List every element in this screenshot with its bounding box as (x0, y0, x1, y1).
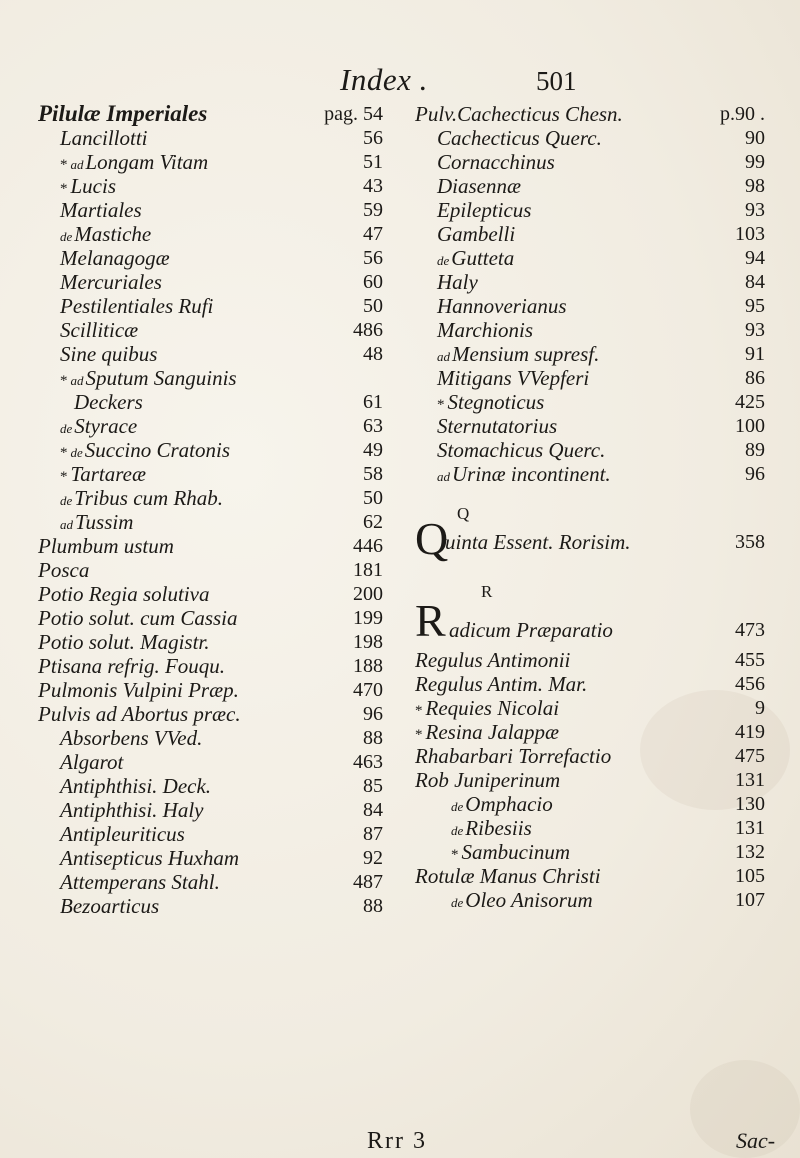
entry-page: 56 (363, 247, 383, 269)
index-entry (38, 822, 383, 846)
entry-label: Sine quibus (60, 342, 158, 366)
entry-label: Hannoverianus (437, 294, 567, 318)
entry-page: 49 (363, 439, 383, 461)
entry-label: Antipleuriticus (60, 822, 185, 846)
entry-prefix: de (60, 421, 73, 436)
entry-label: Pestilentiales Rufi (60, 294, 214, 318)
entry-page: 470 (353, 679, 383, 701)
entry-text (60, 150, 208, 177)
entry-label: Pulv.Cachecticus Chesn. (415, 102, 623, 126)
index-entry (38, 486, 383, 510)
catchword: Sac- (736, 1128, 776, 1153)
entry-text (60, 726, 202, 750)
entry-page: 181 (353, 559, 383, 581)
index-entry (415, 768, 765, 792)
index-entry (415, 888, 765, 912)
index-entry (38, 390, 383, 414)
index-entry (38, 270, 383, 294)
entry-label: Antiphthisi. Deck. (60, 774, 212, 798)
entry-text (451, 816, 532, 843)
entry-text (415, 744, 611, 768)
entry-text (437, 318, 533, 342)
entry-page: 198 (353, 631, 383, 653)
entry-page: 84 (363, 799, 383, 821)
entry-page: 188 (353, 655, 383, 677)
index-entry (449, 618, 765, 642)
entry-page: 199 (353, 607, 383, 629)
index-entry (415, 270, 765, 294)
index-entry (415, 246, 765, 270)
entry-prefix: ad (70, 157, 84, 172)
index-entry (415, 318, 765, 342)
entry-label: Sambucinum (461, 840, 570, 864)
index-entry (38, 630, 383, 654)
entry-label: Potio solut. cum Cassia (38, 606, 238, 630)
entry-text (60, 270, 162, 294)
entry-label: Ribesiis (465, 816, 532, 840)
entry-label: Marchionis (437, 318, 534, 342)
entry-page: 90 (745, 127, 765, 149)
index-entry (415, 648, 765, 672)
entry-page: 93 (745, 319, 765, 341)
entry-text (437, 366, 589, 390)
entry-text (437, 270, 478, 294)
entry-text (60, 798, 204, 822)
index-entry (38, 726, 383, 750)
entry-prefix: de (70, 445, 83, 460)
entry-text (451, 792, 553, 819)
index-entry (38, 366, 383, 390)
entry-page: 446 (353, 535, 383, 557)
letter-r-section (415, 578, 765, 648)
letter-heading-q: Q (457, 504, 470, 523)
entry-text (60, 222, 151, 249)
entry-text (60, 822, 185, 846)
right-column (415, 102, 765, 912)
entry-text (38, 702, 241, 726)
entry-page: 59 (363, 199, 383, 221)
entry-label: Lancillotti (60, 126, 148, 150)
entry-label: Succino Cratonis (84, 438, 231, 462)
index-entry (38, 342, 383, 366)
entry-label: Stomachicus Querc. (437, 438, 606, 462)
index-entry (38, 534, 383, 558)
entry-page: 88 (363, 727, 383, 749)
index-entry (38, 582, 383, 606)
entry-label: Scilliticæ (60, 318, 139, 342)
entry-text (437, 174, 521, 198)
index-entry (38, 750, 383, 774)
entry-page: 47 (363, 223, 383, 245)
index-entry (415, 414, 765, 438)
entry-label: Tussim (75, 510, 134, 534)
entry-text (60, 174, 116, 201)
entry-label: Absorbens VVed. (60, 726, 203, 750)
entry-page: 50 (363, 295, 383, 317)
index-entry (415, 438, 765, 462)
entry-page: 93 (745, 199, 765, 221)
entry-text (415, 768, 560, 792)
entry-page: 487 (353, 871, 383, 893)
entry-page: 63 (363, 415, 383, 437)
asterisk-mark: * (415, 703, 423, 719)
entry-text (415, 696, 559, 723)
entry-label: Rob Juniperinum (415, 768, 561, 792)
entry-label: Regulus Antim. Mar. (415, 672, 588, 696)
entry-page: 419 (735, 721, 765, 743)
entry-text (451, 888, 593, 915)
entry-page: 131 (735, 817, 765, 839)
entry-page: 107 (735, 889, 765, 911)
entry-text: adicum Præparatio (449, 618, 613, 642)
entry-label: Pulmonis Vulpini Præp. (38, 678, 239, 702)
index-entry (38, 510, 383, 534)
entry-text (38, 534, 174, 558)
index-entry (415, 150, 765, 174)
entry-page: p.90 . (720, 103, 765, 125)
entry-text (60, 870, 220, 894)
entry-page: 96 (363, 703, 383, 725)
entry-page: 456 (735, 673, 765, 695)
index-entry (38, 558, 383, 582)
entry-label: Sputum Sanguinis (85, 366, 237, 390)
entry-prefix: de (60, 493, 73, 508)
entry-page: 463 (353, 751, 383, 773)
index-entry (38, 102, 383, 126)
entry-prefix: ad (60, 517, 73, 532)
entry-label: Stegnoticus (447, 390, 545, 414)
entry-text (60, 126, 148, 150)
asterisk-mark: * (60, 181, 68, 197)
entry-page: 48 (363, 343, 383, 365)
letter-heading-r: R (481, 582, 493, 601)
entry-page: 105 (735, 865, 765, 887)
index-entry (415, 672, 765, 696)
index-entry (415, 294, 765, 318)
entry-label: Rhabarbari Torrefactio (415, 744, 612, 768)
entry-label: Martiales (60, 198, 142, 222)
entry-page: 358 (735, 531, 765, 553)
entry-label: Sternutatorius (437, 414, 558, 438)
right-column-r-entries (415, 648, 765, 912)
entry-label: Gutteta (451, 246, 515, 270)
entry-text (60, 510, 133, 537)
entry-text (415, 864, 601, 888)
entry-text (60, 366, 237, 393)
entry-text (38, 630, 210, 654)
entry-text (60, 318, 138, 342)
index-entry (415, 696, 765, 720)
entry-page: 99 (745, 151, 765, 173)
index-entry (415, 366, 765, 390)
entry-label: Pulvis ad Abortus præc. (38, 702, 241, 726)
entry-label: Mitigans VVepferi (437, 366, 590, 390)
entry-label: Tartareæ (70, 462, 146, 486)
index-entry (38, 198, 383, 222)
page-title: Index . (340, 62, 428, 97)
letter-q-section (415, 504, 765, 570)
entry-text (437, 462, 611, 489)
entry-page: pag. 54 (324, 103, 383, 125)
entry-prefix: de (451, 799, 464, 814)
index-entry (38, 798, 383, 822)
index-entry (38, 414, 383, 438)
entry-page: 200 (353, 583, 383, 605)
entry-text: uinta Essent. Rorisim. (445, 530, 631, 554)
entry-text (60, 246, 170, 270)
index-entry (38, 846, 383, 870)
entry-label: Attemperans Stahl. (60, 870, 220, 894)
entry-text (60, 438, 230, 465)
entry-label: Mastiche (74, 222, 152, 246)
index-entry (38, 246, 383, 270)
entry-text (415, 648, 570, 672)
entry-text (60, 294, 213, 318)
entry-text (60, 486, 223, 513)
entry-page: 475 (735, 745, 765, 767)
index-entry (38, 774, 383, 798)
running-header (0, 62, 800, 102)
asterisk-mark: * (60, 469, 68, 485)
entry-text (60, 894, 159, 918)
initial-r: R (415, 595, 446, 646)
entry-text (437, 150, 555, 174)
entry-label: Deckers (74, 390, 143, 414)
right-column-p-entries (415, 102, 765, 486)
entry-label: Haly (437, 270, 478, 294)
index-entry (415, 222, 765, 246)
index-entry (415, 864, 765, 888)
entry-label: Omphacio (465, 792, 553, 816)
entry-page: 87 (363, 823, 383, 845)
entry-text (60, 774, 211, 798)
index-entry (445, 530, 765, 554)
entry-page: 473 (735, 619, 765, 641)
entry-page: 92 (363, 847, 383, 869)
index-entry (415, 720, 765, 744)
entry-page: 62 (363, 511, 383, 533)
entry-text (60, 414, 137, 441)
entry-label: Mensium supresf. (452, 342, 600, 366)
entry-text (74, 390, 143, 414)
entry-text (437, 198, 531, 222)
entry-page: 130 (735, 793, 765, 815)
entry-page: 88 (363, 895, 383, 917)
entry-page: 95 (745, 295, 765, 317)
index-entry (38, 894, 383, 918)
index-entry (415, 816, 765, 840)
entry-text (38, 102, 207, 126)
index-entry (38, 174, 383, 198)
entry-label: Antiphthisi. Haly (60, 798, 204, 822)
entry-label: Requies Nicolai (425, 696, 560, 720)
entry-text (437, 414, 557, 438)
entry-text (451, 840, 570, 867)
entry-label: Antisepticus Huxham (60, 846, 240, 870)
entry-text (60, 846, 239, 870)
page-footer (0, 1128, 800, 1158)
entry-page: 91 (745, 343, 765, 365)
entry-text (437, 342, 599, 369)
index-entry (38, 606, 383, 630)
entry-prefix: ad (437, 469, 450, 484)
index-entry (415, 744, 765, 768)
signature-mark: Rrr 3 (367, 1128, 427, 1154)
entry-prefix: ad (437, 349, 450, 364)
entry-page: 61 (363, 391, 383, 413)
entry-page: 132 (735, 841, 765, 863)
asterisk-mark: * (415, 727, 423, 743)
asterisk-mark: * (437, 397, 445, 413)
entry-page: 86 (745, 367, 765, 389)
entry-page: 96 (745, 463, 765, 485)
entry-text (437, 294, 567, 318)
entry-prefix: de (451, 823, 464, 838)
index-entry (38, 294, 383, 318)
entry-page: 43 (363, 175, 383, 197)
index-entry (415, 102, 765, 126)
entry-text (415, 102, 623, 126)
asterisk-mark: * (451, 847, 459, 863)
entry-page: 89 (745, 439, 765, 461)
entry-page: 131 (735, 769, 765, 791)
entry-page: 100 (735, 415, 765, 437)
left-column (38, 102, 383, 918)
entry-page: 103 (735, 223, 765, 245)
entry-page: 94 (745, 247, 765, 269)
entry-label: Regulus Antimonii (415, 648, 571, 672)
entry-text (60, 198, 142, 222)
entry-label: Rotulæ Manus Christi (415, 864, 601, 888)
index-entry (38, 150, 383, 174)
entry-text (60, 750, 123, 774)
entry-text (437, 222, 515, 246)
entry-page: 60 (363, 271, 383, 293)
index-entry (38, 702, 383, 726)
entry-label: Cornacchinus (437, 150, 555, 174)
entry-label: Potio Regia solutiva (38, 582, 210, 606)
index-entry (415, 198, 765, 222)
entry-page: 455 (735, 649, 765, 671)
entry-label: Ptisana refrig. Fouqu. (38, 654, 226, 678)
index-entry (38, 870, 383, 894)
entry-label: Resina Jalappæ (425, 720, 560, 744)
entry-label: Cachecticus Querc. (437, 126, 602, 150)
asterisk-mark: * (60, 445, 68, 461)
entry-label: Urinæ incontinent. (452, 462, 611, 486)
entry-page: 58 (363, 463, 383, 485)
entry-label: Potio solut. Magistr. (38, 630, 210, 654)
entry-label: Pilulæ Imperiales (38, 101, 208, 126)
entry-page: 98 (745, 175, 765, 197)
entry-label: Epilepticus (437, 198, 532, 222)
entry-label: Styrace (74, 414, 138, 438)
index-entry (415, 126, 765, 150)
entry-text (38, 582, 209, 606)
entry-text (415, 672, 587, 696)
entry-label: Oleo Anisorum (465, 888, 593, 912)
entry-text (437, 438, 605, 462)
entry-page: 50 (363, 487, 383, 509)
entry-label: Algarot (60, 750, 124, 774)
index-entry (415, 462, 765, 486)
asterisk-mark: * (60, 157, 68, 173)
initial-q: Q (415, 513, 449, 564)
entry-text (60, 342, 157, 366)
entry-page: 425 (735, 391, 765, 413)
entry-text (415, 720, 559, 747)
index-entry (38, 462, 383, 486)
entry-text (437, 126, 602, 150)
entry-text (437, 246, 514, 273)
entry-text (437, 390, 544, 417)
entry-page: 486 (353, 319, 383, 341)
entry-label: Melanagogæ (60, 246, 170, 270)
entry-prefix: de (60, 229, 73, 244)
entry-prefix: de (437, 253, 450, 268)
entry-label: Lucis (70, 174, 117, 198)
index-entry (415, 792, 765, 816)
index-entry (415, 840, 765, 864)
entry-text (38, 654, 225, 678)
entry-text (38, 558, 89, 582)
entry-label: Tribus cum Rhab. (74, 486, 224, 510)
entry-label: Longam Vitam (85, 150, 209, 174)
index-entry (38, 126, 383, 150)
index-entry (38, 438, 383, 462)
index-entry (415, 390, 765, 414)
entry-page: 84 (745, 271, 765, 293)
entry-label: Diasennæ (437, 174, 521, 198)
entry-page: 56 (363, 127, 383, 149)
index-entry (38, 222, 383, 246)
entry-text (38, 606, 238, 630)
entry-text (38, 678, 239, 702)
entry-prefix: ad (70, 373, 84, 388)
entry-page: 51 (363, 151, 383, 173)
entry-label: Plumbum ustum (38, 534, 174, 558)
asterisk-mark: * (60, 373, 68, 389)
entry-text (60, 462, 146, 489)
entry-page: 85 (363, 775, 383, 797)
entry-label: Posca (38, 558, 90, 582)
entry-prefix: de (451, 895, 464, 910)
entry-label: Bezoarticus (60, 894, 160, 918)
index-entry (38, 318, 383, 342)
page-number: 501 (536, 66, 577, 96)
index-entry (415, 342, 765, 366)
entry-label: Mercuriales (60, 270, 162, 294)
index-entry (415, 174, 765, 198)
entry-label: Gambelli (437, 222, 516, 246)
entry-page: 9 (755, 697, 765, 719)
index-entry (38, 654, 383, 678)
index-entry (38, 678, 383, 702)
